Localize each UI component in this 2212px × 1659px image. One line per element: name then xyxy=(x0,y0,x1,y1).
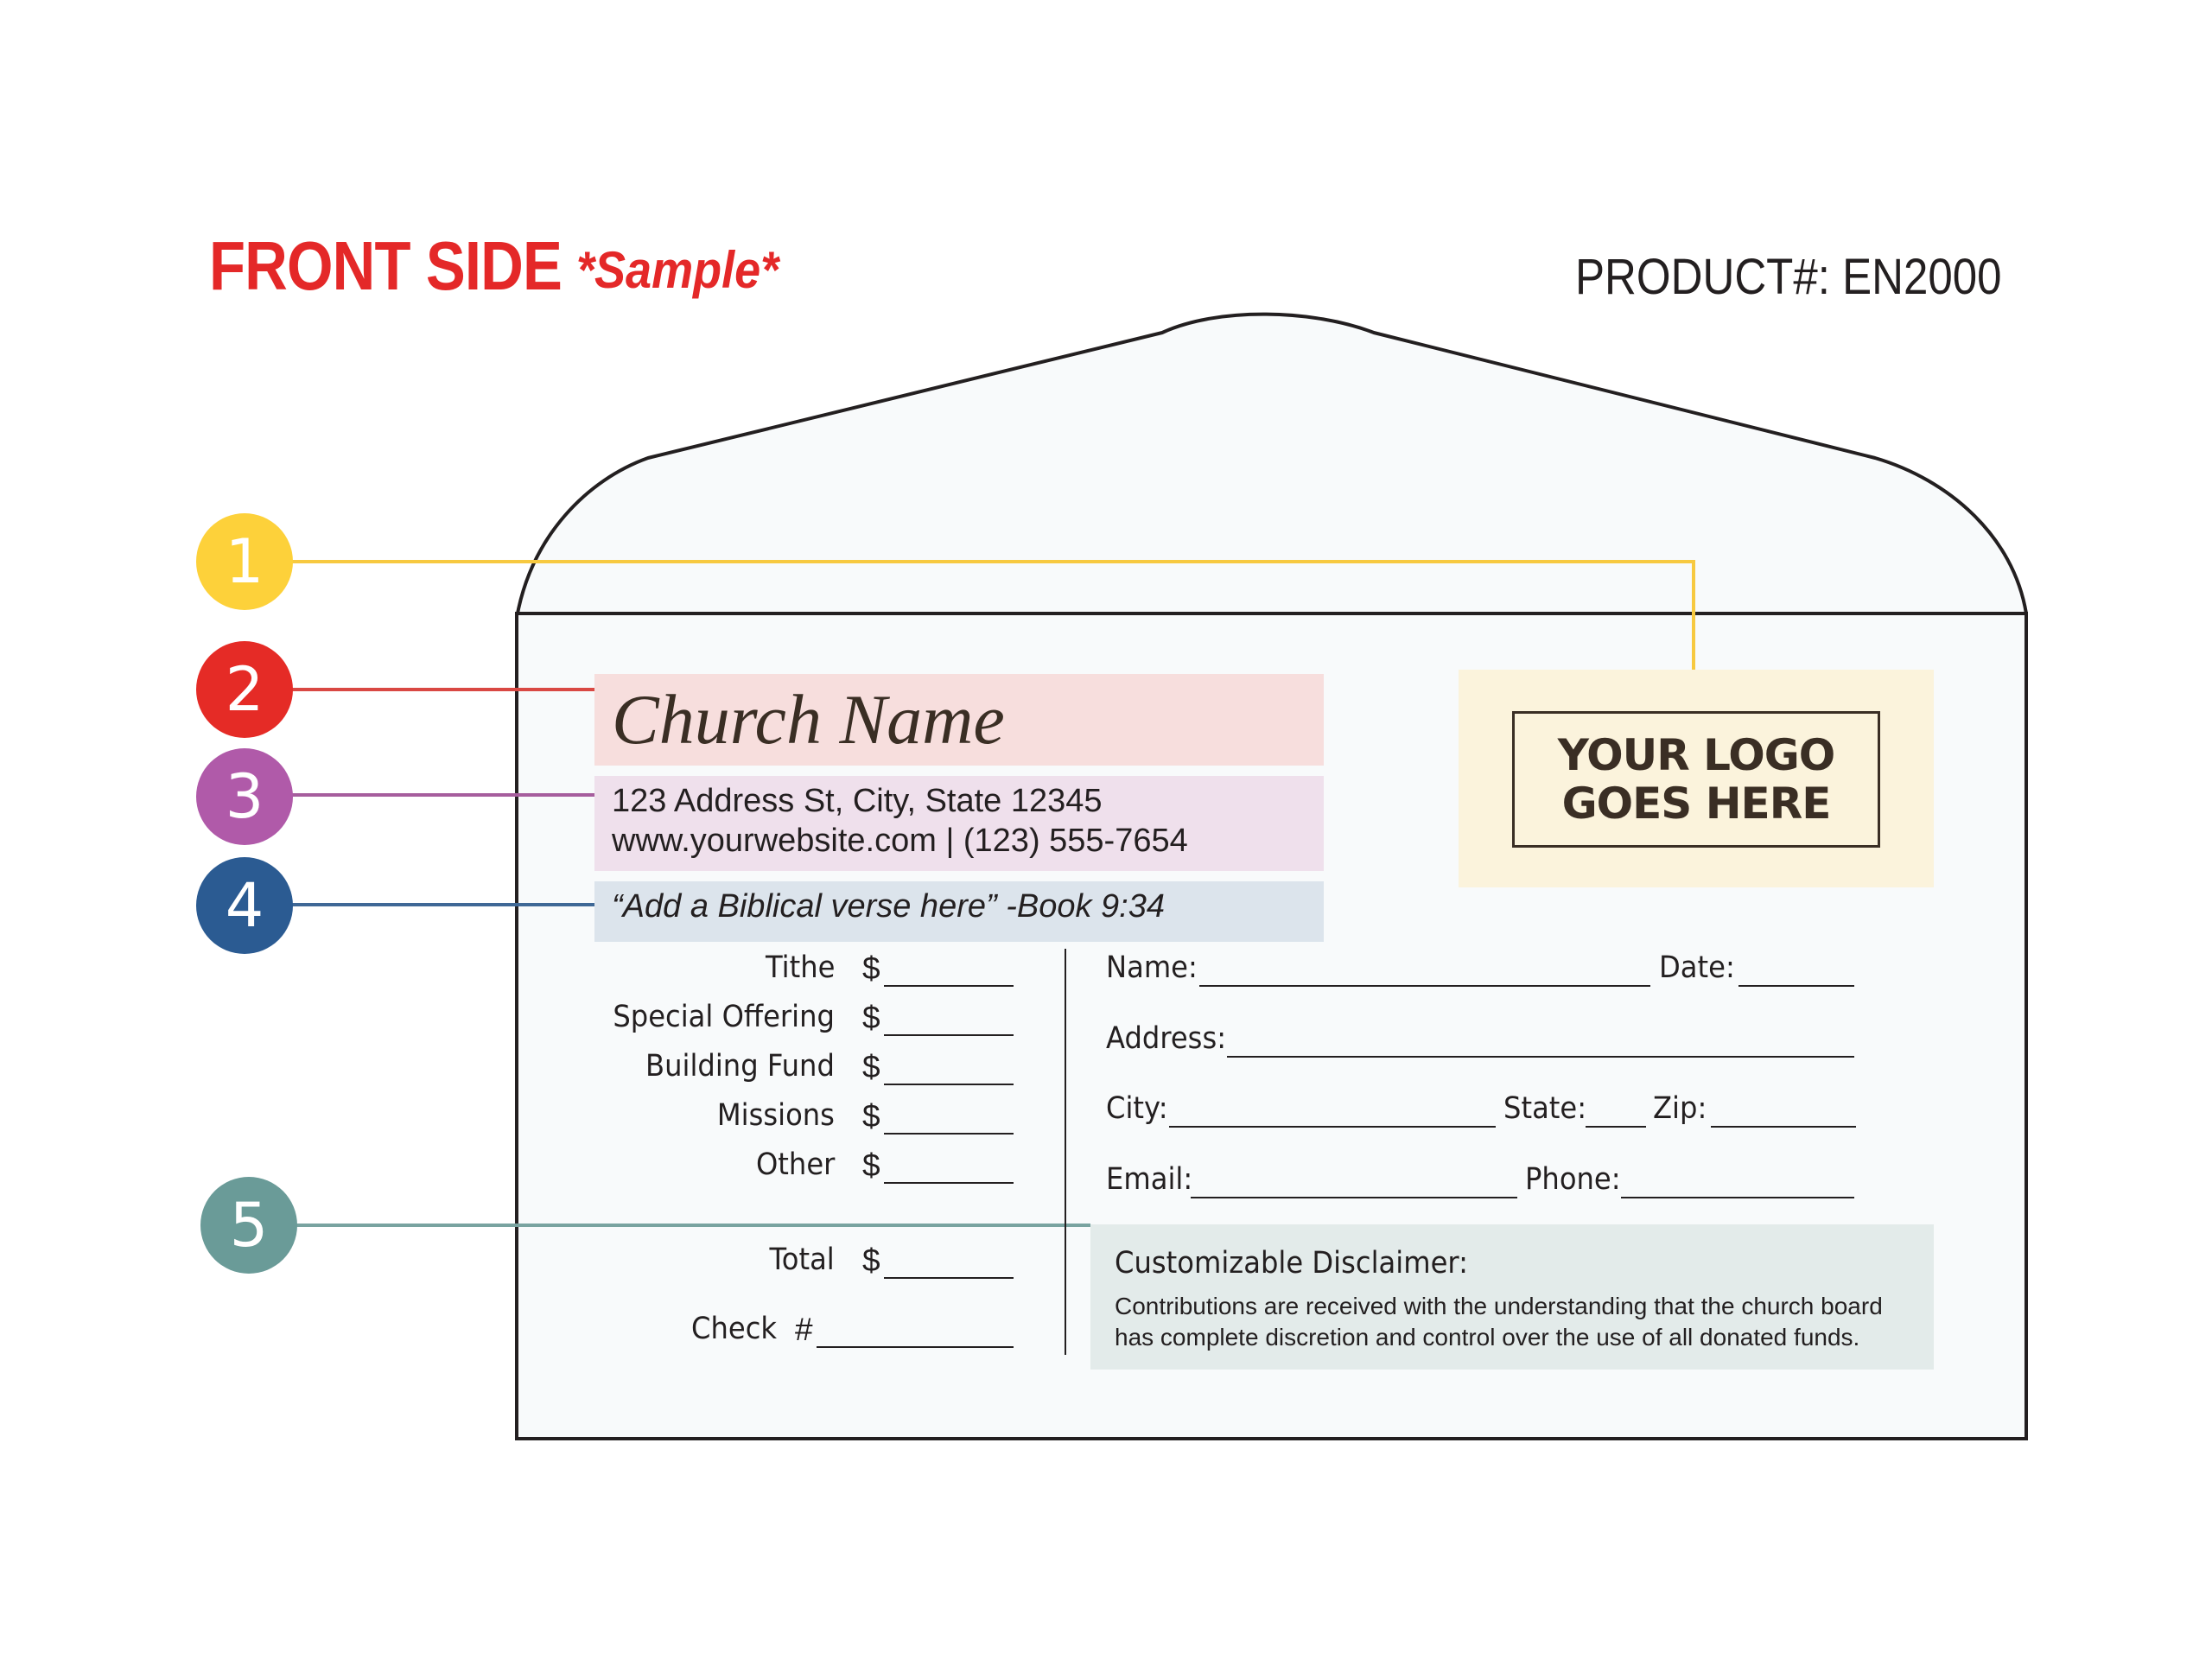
email-field-label: Email: xyxy=(1106,1162,1193,1197)
bible-verse: “Add a Biblical verse here” -Book 9:34 xyxy=(612,888,1165,925)
state-field-label: State: xyxy=(1503,1091,1587,1126)
phone-field-label: Phone: xyxy=(1525,1162,1621,1197)
callout-number: 3 xyxy=(225,761,264,832)
product-number: PRODUCT#: EN2000 xyxy=(1575,249,2002,305)
check-number-line[interactable] xyxy=(817,1346,1014,1348)
callout-2-badge xyxy=(196,641,293,738)
fund-row-building-fund[interactable] xyxy=(594,1049,1018,1092)
logo-placeholder-text: YOUR LOGO GOES HERE xyxy=(1557,730,1835,829)
city-field-label: City: xyxy=(1106,1091,1168,1126)
address-field-label: Address: xyxy=(1106,1021,1227,1056)
dollar-sign: $ xyxy=(862,1243,880,1278)
amount-line[interactable] xyxy=(884,1133,1014,1135)
logo-frame xyxy=(1512,711,1880,848)
fund-row-tithe[interactable] xyxy=(594,950,1018,994)
sample-label: *Sample* xyxy=(576,241,779,299)
fund-label: Special Offering xyxy=(613,1000,835,1034)
state-field-line[interactable] xyxy=(1586,1126,1646,1128)
envelope-flap xyxy=(517,315,2026,618)
amount-line[interactable] xyxy=(884,985,1014,987)
name-field-label: Name: xyxy=(1106,950,1198,985)
check-number-sign: # xyxy=(795,1312,813,1347)
fund-row-missions[interactable] xyxy=(594,1098,1018,1141)
fund-label: Tithe xyxy=(765,950,835,985)
callout-number: 5 xyxy=(229,1190,269,1261)
fund-label: Other xyxy=(755,1147,835,1182)
callout-1-badge xyxy=(196,513,293,610)
date-field-line[interactable] xyxy=(1738,985,1854,987)
zip-field-line[interactable] xyxy=(1711,1126,1856,1128)
logo-area xyxy=(1459,670,1934,887)
callout-number: 1 xyxy=(225,526,264,597)
date-field-label: Date: xyxy=(1659,950,1735,985)
amount-line[interactable] xyxy=(884,1182,1014,1184)
zip-field-label: Zip: xyxy=(1653,1091,1707,1126)
address-field-line[interactable] xyxy=(1227,1056,1854,1058)
church-name: Church Name xyxy=(612,680,1005,759)
front-side-title: FRONT SIDE xyxy=(209,227,563,304)
dollar-sign: $ xyxy=(862,950,880,986)
callout-4-badge xyxy=(196,857,293,954)
dollar-sign: $ xyxy=(862,1098,880,1134)
fund-label: Building Fund xyxy=(645,1049,835,1084)
callout-number: 4 xyxy=(225,870,264,941)
fund-row-other[interactable] xyxy=(594,1147,1018,1191)
column-divider xyxy=(1065,949,1066,1355)
callout-3-badge xyxy=(196,748,293,845)
dollar-sign: $ xyxy=(862,1000,880,1035)
phone-field-line[interactable] xyxy=(1621,1197,1854,1198)
city-field-line[interactable] xyxy=(1169,1126,1496,1128)
name-field-line[interactable] xyxy=(1199,985,1650,987)
amount-line[interactable] xyxy=(884,1084,1014,1085)
fund-row-special-offering[interactable] xyxy=(594,1000,1018,1043)
disclaimer-title: Customizable Disclaimer: xyxy=(1115,1246,1468,1281)
church-address: 123 Address St, City, State 12345 xyxy=(612,783,1103,819)
email-field-line[interactable] xyxy=(1191,1197,1517,1198)
disclaimer-text-line-1: Contributions are received with the understanding that the church board xyxy=(1115,1293,1883,1319)
disclaimer-text-line-2: has complete discretion and control over the use of all donated funds. xyxy=(1115,1324,1860,1351)
callout-number: 2 xyxy=(225,654,264,725)
check-label: Check xyxy=(691,1312,778,1346)
fund-label: Total xyxy=(769,1243,835,1277)
amount-line[interactable] xyxy=(884,1034,1014,1036)
fund-row-total[interactable] xyxy=(594,1243,1018,1286)
dollar-sign: $ xyxy=(862,1147,880,1183)
fund-label: Missions xyxy=(716,1098,835,1133)
amount-line[interactable] xyxy=(884,1277,1014,1279)
church-contact: www.yourwebsite.com | (123) 555-7654 xyxy=(612,823,1188,859)
dollar-sign: $ xyxy=(862,1049,880,1084)
callout-5-badge xyxy=(200,1177,297,1274)
